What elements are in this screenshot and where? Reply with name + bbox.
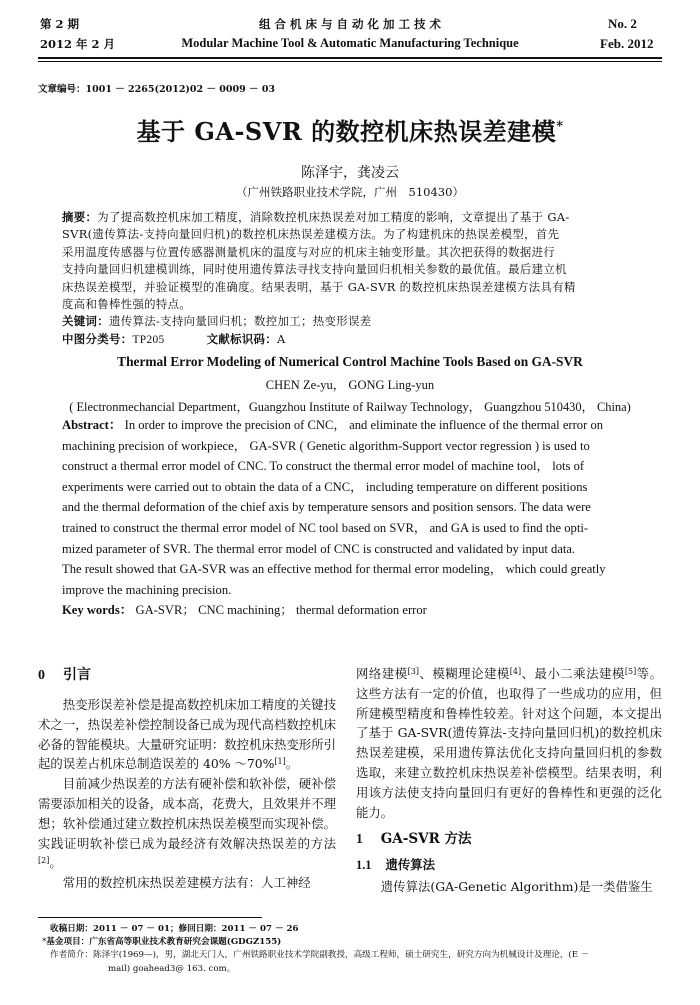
footnote-author: 作者简介：陈泽宇(1969—)，男，湖北天门人，广州铁路职业技术学院副教授，高级工程师，硕士研究生，研究方向为机械设计及理论，(E －: [50, 950, 590, 961]
abstract-en-line: and the thermal deformation of the chief axis by temperature sensors and position sensors. The data were: [62, 500, 591, 515]
abstract-cn-line: 摘要：为了提高数控机床加工精度，消除数控机床热误差对加工精度的影响，文章提出了基于 GA-: [62, 210, 570, 224]
header-rule-thick: [38, 57, 662, 59]
abstract-cn-label: 摘要：: [62, 210, 98, 224]
classification-line: [62, 331, 642, 349]
abstract-en-line: The result showed that GA-SVR was an effective method for thermal error modeling， which could greatly: [62, 562, 606, 577]
footnotes: [38, 923, 662, 976]
abstract-en-line: machining precision of workpiece， GA-SVR ( Genetic algorithm-Support vector regression ) is used to: [62, 438, 590, 453]
section-title: 引言: [63, 667, 91, 683]
left-column: [38, 664, 336, 893]
paragraph: 遗传算法(GA-Genetic Algorithm)是一类借鉴生: [380, 879, 653, 895]
article-number: 文章编号：1001 － 2265(2012)02 － 0009 － 03: [38, 84, 276, 95]
abstract-cn-line: 支持向量回归机建模训练，同时使用遗传算法寻找支持向量回归机相关参数的最优值。最后建立机: [62, 262, 567, 277]
footnote-received: 收稿日期：2011 － 07 － 01；修回日期：2011 － 07 － 26: [50, 924, 299, 934]
keywords-en-text: GA-SVR； CNC machining； thermal deformation error: [135, 603, 427, 618]
footnote-rule: [38, 917, 262, 918]
keywords-cn-text: 遗传算法-支持向量回归机；数控加工；热变形误差: [108, 314, 372, 329]
subsection-heading-ga: [356, 855, 662, 875]
paper-title-en: Thermal Error Modeling of Numerical Control Machine Tools Based on GA-SVR: [117, 354, 583, 369]
affiliation-en: ( Electronmechancial Department，Guangzhou Institute of Railway Technology， Guangzhou 510430， China): [69, 400, 631, 414]
header-rule-thin: [38, 61, 662, 62]
keywords-en-label: Key words：: [62, 603, 133, 618]
fund-mark: *: [42, 937, 47, 948]
paragraph: 常用的数控机床热误差建模方法有：人工神经: [62, 875, 311, 891]
abstract-cn-line: 度高和鲁棒性强的特点。: [62, 297, 192, 312]
abstract-en-line: construct a thermal error model of CNC. To construct the thermal error model of machine tool， lots of: [62, 459, 585, 474]
abstract-en-line: improve the machining precision.: [62, 582, 232, 597]
journal-name-en: Modular Machine Tool & Automatic Manufacturing Technique: [181, 36, 519, 50]
affiliation-cn: （广州铁路职业技术学院，广州 510430）: [236, 185, 464, 199]
authors-en: CHEN Ze-yu， GONG Ling-yun: [265, 378, 435, 392]
journal-name-cn: 组 合 机 床 与 自 动 化 加 工 技 术: [258, 17, 442, 31]
doc-code-label: 文献标识码：: [206, 331, 278, 346]
date-cn: 2012 年 2 月: [40, 37, 116, 51]
citation: [5]: [624, 667, 637, 676]
abstract-cn-line: SVR(遗传算法-支持向量回归机)的数控机床热误差建模方法。为了构建机床的热误差模型，首先: [62, 227, 560, 242]
abstract-cn: [62, 209, 642, 349]
keywords-cn-label: 关键词：: [62, 314, 109, 329]
subsection-title: 遗传算法: [385, 857, 436, 873]
abstract-cn-line: 采用温度传感器与位置传感器测量机床的温度与对应的机床主轴变形量。其次把获得的数据进行: [62, 244, 556, 259]
section-number: 1: [356, 831, 363, 847]
abstract-en-line: mized parameter of SVR. The thermal error model of CNC is constructed and validated by input data.: [62, 541, 576, 556]
paper-title-cn-text: 基于 GA-SVR 的数控机床热误差建模: [136, 117, 557, 146]
section-heading-method: [356, 828, 662, 850]
clc-label: 中图分类号：: [62, 331, 133, 346]
keywords-en: [62, 600, 642, 621]
doc-code-value: A: [277, 331, 286, 346]
issue-number-en: No. 2: [608, 16, 637, 31]
issue-number-cn: 第 2 期: [40, 17, 80, 31]
abstract-en-label: Abstract：: [62, 418, 122, 432]
abstract-en-line: experiments were carried out to obtain the data of a CNC， including temperature on different positions: [62, 479, 588, 494]
section-heading-intro: [38, 664, 336, 687]
title-footnote-mark: *: [556, 119, 564, 134]
paragraph: 热变形误差补偿是提高数控机床加工精度的关键技术之一，热误差补偿控制设备已成为现代高档数控机床必备的智能模块。大量研究证明：数控机床热变形所引起的误差占机床总制造误差的 40% ～70%[1]。: [38, 697, 336, 772]
footnote-author-cont: mail) goahead3@ 163. com。: [108, 963, 236, 974]
citation: [2]: [38, 856, 50, 866]
abstract-en: [62, 415, 642, 621]
section-number: 0: [38, 668, 45, 683]
clc-value: TP205: [132, 333, 165, 346]
abstract-cn-line: 床热误差模型，并验证模型的准确度。结果表明，基于 GA-SVR 的数控机床热误差建模方法具有精: [62, 279, 576, 294]
right-column: [356, 664, 662, 897]
subsection-number: 1.1: [356, 858, 372, 873]
citation: [1]: [274, 757, 286, 767]
citation: [3]: [407, 667, 419, 676]
footnote-fund: *基金项目：广东省高等职业技术教育研究会课题(GDGZ155): [42, 937, 282, 948]
paragraph: 网络建模[3]、模糊理论建模[4]、最小二乘法建模[5]等。这些方法有一定的价值，也取得了一些成功的应用，但所建模型精度和鲁棒性较差。针对这个问题，本文提出了基于 GA-SVR(遗传算法-支持向量回归机)的数控机床热误差建模，采用遗传算法优化支持向量回归机的参数选取，来建立数控机床热误差补偿模型。结果表明，利用该方法使支持向量回归有更好的鲁棒性和更强的泛化能力。: [356, 666, 663, 820]
authors-cn: 陈泽宇，龚凌云: [301, 165, 399, 181]
keywords-cn: [62, 313, 642, 330]
citation: [4]: [509, 667, 522, 676]
date-en: Feb. 2012: [600, 36, 654, 51]
paragraph: 目前减少热误差的方法有硬补偿和软补偿，硬补偿需要添加相关的设备，成本高，花费大，且效果并不理想；软补偿通过建立数控机床热误差模型而实现补偿。实践证明软补偿已成为最经济有效解决热误差的方法[2]。: [38, 776, 336, 871]
paper-title-cn: [0, 112, 700, 147]
section-title: GA-SVR 方法: [380, 831, 472, 848]
abstract-en-line: Abstract： In order to improve the precision of CNC， and eliminate the influence of the thermal error on: [62, 418, 604, 432]
abstract-en-line: trained to construct the thermal error model of NC tool based on SVR， and GA is used to find the opti-: [62, 520, 589, 535]
